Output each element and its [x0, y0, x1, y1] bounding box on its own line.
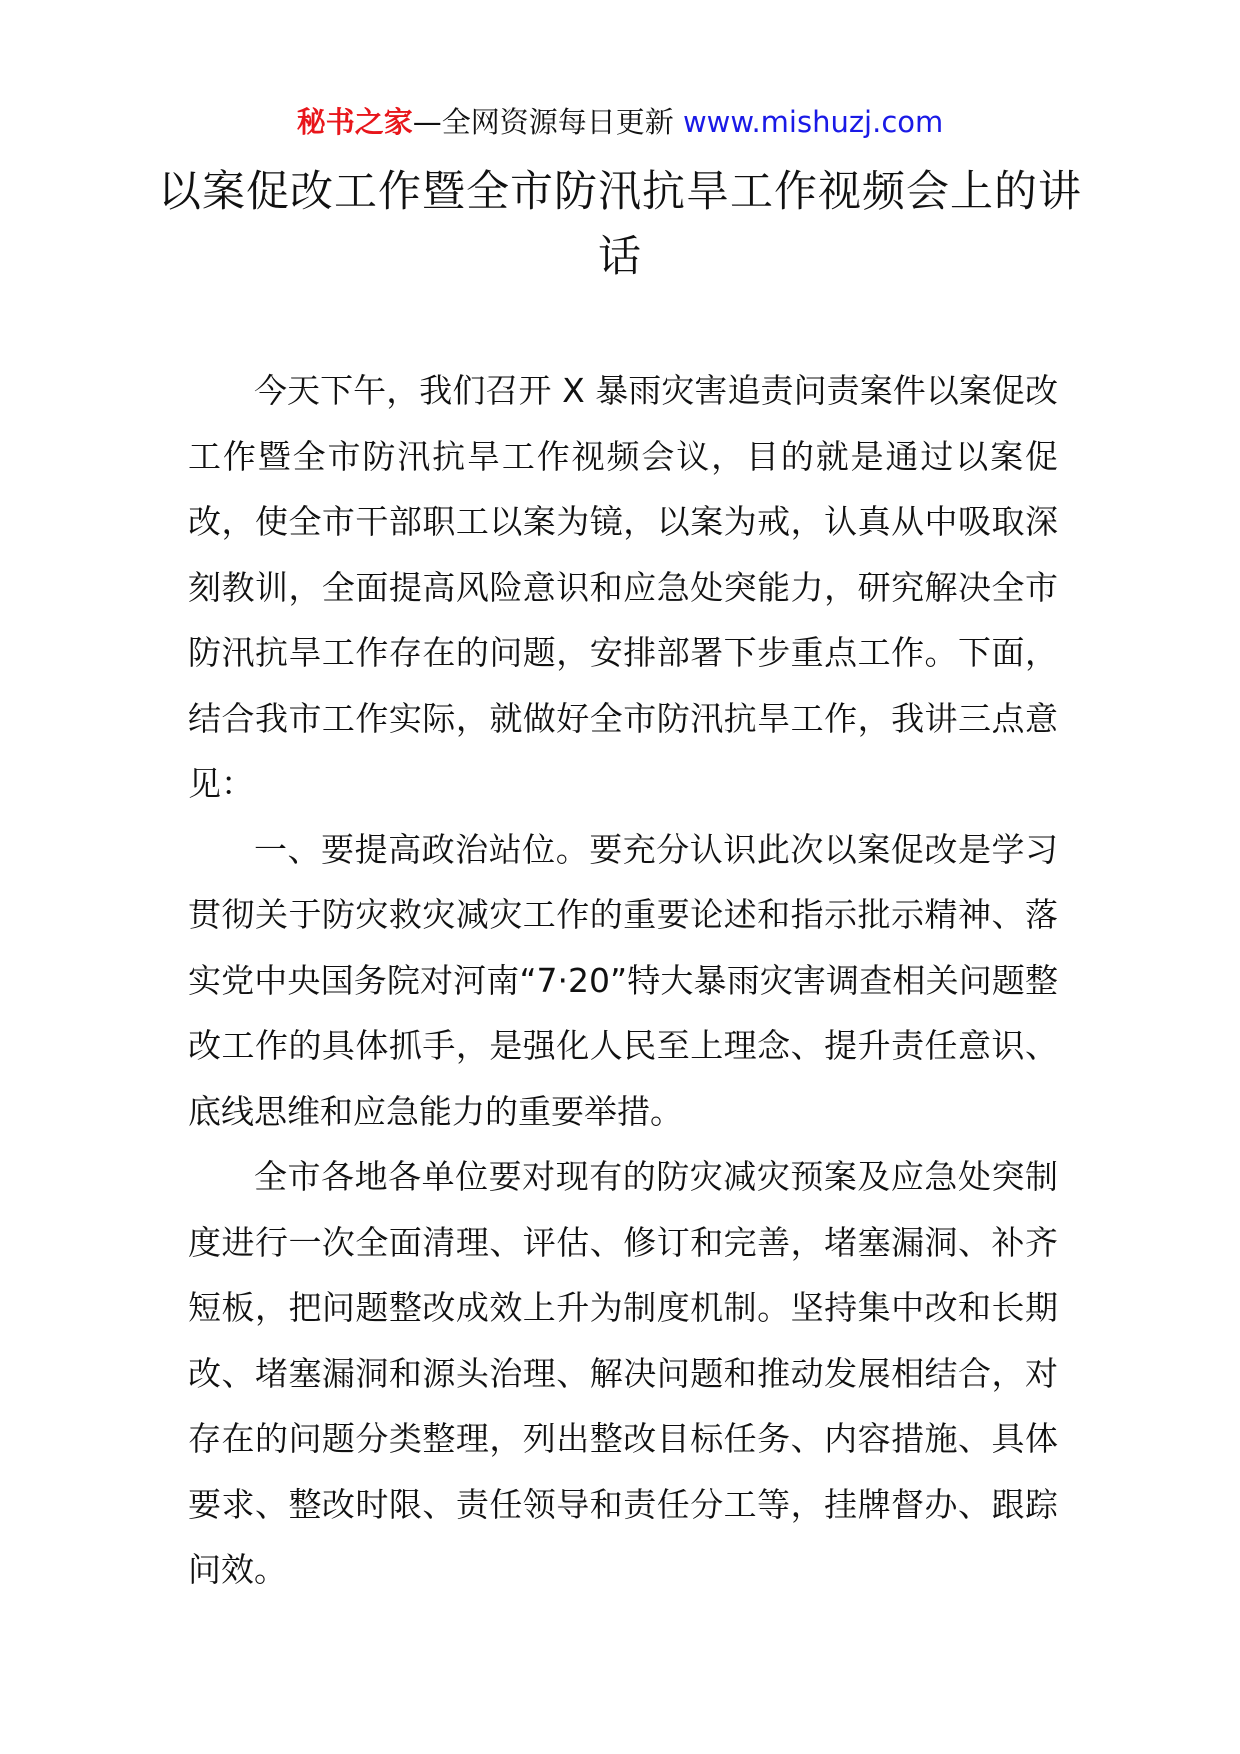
- paragraph-rectification: 全市各地各单位要对现有的防灾减灾预案及应急处突制度进行一次全面清理、评估、修订和完善，堵塞漏洞、补齐短板，把问题整改成效上升为制度机制。坚持集中改和长期改、堵塞漏洞和源头治理、解决问题和推动发展相结合，对存在的问题分类整理，列出整改目标任务、内容措施、具体要求、整改时限、责任领导和责任分工等，挂牌督办、跟踪问效。: [188, 1157, 1058, 1589]
- document-title: 以案促改工作暨全市防汛抗旱工作视频会上的讲话: [158, 167, 1082, 282]
- site-tagline: —全网资源每日更新: [412, 105, 674, 139]
- site-url-link[interactable]: www.mishuzj.com: [682, 105, 944, 139]
- document-body: [188, 358, 1058, 1603]
- site-header: [0, 100, 1240, 144]
- paragraph-point-one: 一、要提高政治站位。要充分认识此次以案促改是学习贯彻关于防灾救灾减灾工作的重要论述和指示批示精神、落实党中央国务院对河南“7·20”特大暴雨灾害调查相关问题整改工作的具体抓手，是强化人民至上理念、提升责任意识、底线思维和应急能力的重要举措。: [188, 829, 1058, 1131]
- site-brand: 秘书之家: [296, 105, 413, 139]
- paragraph-intro: 今天下午，我们召开 X 暴雨灾害追责问责案件以案促改工作暨全市防汛抗旱工作视频会议，目的就是通过以案促改，使全市干部职工以案为镜，以案为戒，认真从中吸取深刻教训，全面提高风险意识和应急处突能力，研究解决全市防汛抗旱工作存在的问题，安排部署下步重点工作。下面，结合我市工作实际，就做好全市防汛抗旱工作，我讲三点意见：: [188, 371, 1058, 803]
